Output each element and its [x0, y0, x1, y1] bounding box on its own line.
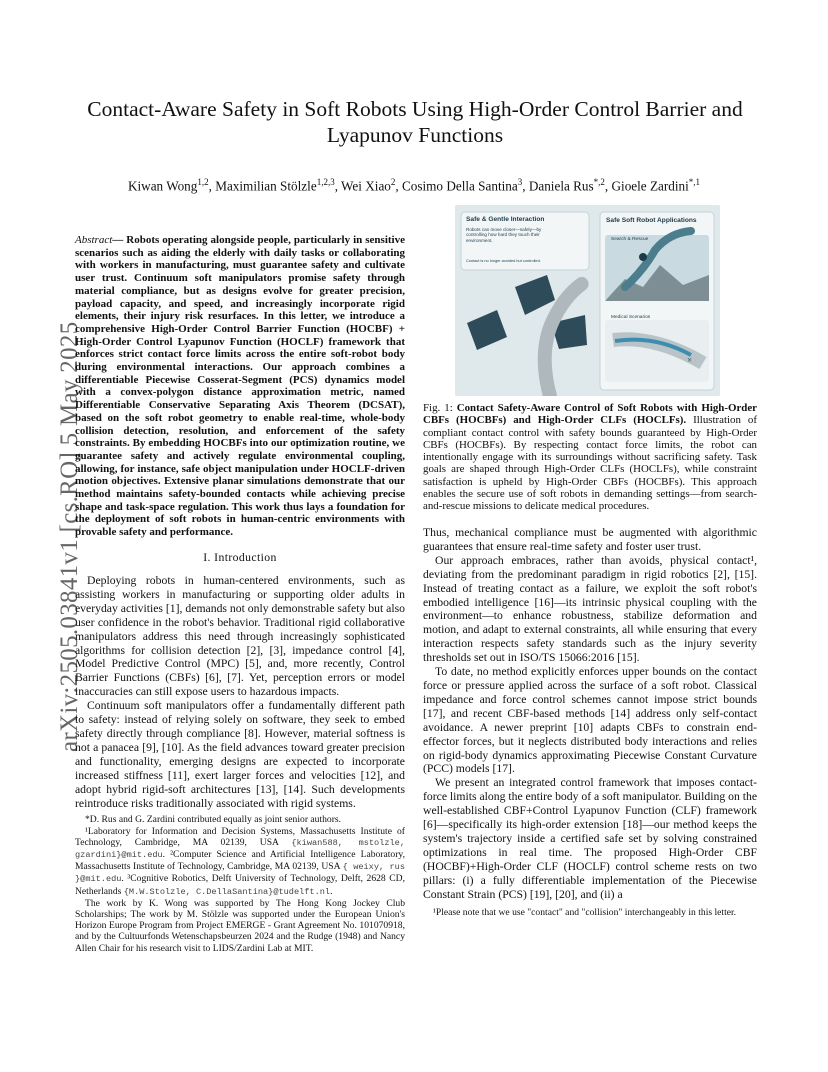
intro-left-column: [75, 574, 405, 954]
paragraph: We present an integrated control framework that imposes contact-force limits along the entire body of a soft manipulator. Building on the well-established CBF+Control Lyapunov Function (CLF) framework [6]—specifically its high-order extension [18]—our method keeps the system's trajectory inside a certified safe set by solving constrained optimizations in real time. The proposed High-Order CBF (HOCBF)+High-Order CLF (HOCLF) control scheme rests on two pillars: (i) a fully differentiable implementation of the Piecewise Constant Strain (PCS) [19], [20], and (ii) a: [423, 776, 758, 901]
caption-label: Fig. 1:: [423, 402, 453, 414]
abstract-body: — Robots operating alongside people, particularly in sensitive scenarios such as aiding the elderly with daily tasks or collaborating with workers in manufacturing, must guarantee safety and cultivate user trust. Continuum soft manipulators promise safety through material compliance, but as designs evolve for greater precision, payload capacity, and speed, and increasingly incorporate rigid elements, their injury risk resurfaces. In this letter, we introduce a comprehensive High-Order Control Barrier Function (HOCBF) + High-Order Control Lyapunov Function (HOCLF) framework that enforces strict contact force limits across the entire soft-robot body during environmental interactions. Our approach combines a differentiable Piecewise Cosserat-Segment (PCS) dynamics model with a convex-polygon distance approximation metric, named Differentiable Conservative Separating Axis Theorem (DCSAT), based on the soft robot geometry to enable real-time, whole-body collision detection, resolution, and enforcement of the safety constraints. By embedding HOCBFs into our optimization routine, we guarantee safety and actively regulate environmental coupling, allowing, for instance, safe object manipulation under HOCLF-driven motion objectives. Extensive planar simulations demonstrate that our method maintains safety-bounded contacts while achieving precise shape and task-space regulation. This work thus lays a foundation for the deployment of soft robots in human-centric environments with provable safety and performance.: [75, 234, 405, 539]
footnote-affiliations: ¹Laboratory for Information and Decision Systems, Massachusetts Institute of Technology, Cambridge, MA 02139, USA {kiwan588, mstolzle, gzardini}@mit.edu. ²Computer Science and Artificial Intelligence Laboratory, Massachusetts Institute of Technology, Cambridge, MA 02139, USA { weixy, rus }@mit.edu. ³Cognitive Robotics, Delft University of Technology, Delft, 2628 CD, Netherlands {M.W.Stolzle, C.DellaSantina}@tudelft.nl.: [75, 825, 406, 897]
affiliation-3: . ³Cognitive Robotics, Delft University of Technology, Delft, 2628 CD, Netherlands: [75, 873, 405, 897]
paper-title: Contact-Aware Safety in Soft Robots Using High-Order Control Barrier and Lyapunov Functions: [87, 97, 743, 147]
figure-1: [455, 205, 720, 396]
arxiv-side-stamp-wrapper: [18, 272, 83, 752]
author-list: Kiwan Wong$^{1,2}$, Maximilian Stölzle$^{1,2,3}$, Wei Xiao$^2$, Cosimo Della Santina$^3$, Daniela Rus$^{*,2}$, Gioele Zardini$^{*,1}$: [127, 177, 701, 194]
author-name: Wei Xiao: [341, 178, 391, 194]
figure-scene-top-label: Search & Rescue: [611, 237, 649, 242]
email-list-1: {kiwan588, mstolzle, gzardini}@mit.edu: [75, 837, 405, 861]
author-name: Cosimo Della Santina: [401, 178, 518, 194]
figure-panel-right-title: Safe Soft Robot Applications: [606, 217, 697, 224]
footnote-funding: The work by K. Wong was supported by The Hong Kong Jockey Club Scholarships; The work by M. Stölzle was supported under the European Union's Horizon Europe Program from Project EMERGE - Grant Agreement No. 101070918, and by the Cultuurfonds Wetenschapsbeurzen 2024 and the Rudge (1948) and Nancy Allen Chair for his research visit to LIDS/Zardini Lab at MIT.: [75, 897, 405, 954]
author-affil: *,1: [688, 177, 701, 187]
paragraph: To date, no method explicitly enforces upper bounds on the contact force or pressure applied across the surface of a soft robot. Classical impedance and force control schemes cannot impose strict bounds [17], and recent CBF-based methods [14] address only self-contact avoidance. A newer preprint [10] adapts CBFs to constrain end-effector forces, but it neglects distributed body interactions and relies on rigid-body dynamics approximating Piecewise Constant Curvature (PCC) models [17].: [423, 665, 757, 776]
abstract: [75, 234, 405, 539]
paragraph: Thus, mechanical compliance must be augmented with algorithmic guarantees that ensure real-time safety and foster user trust.: [423, 526, 757, 553]
caption-body: Illustration of compliant contact control with safety bounds guaranteed by High-Order CBFs (HOCBFs). By respecting contact force limits, the robot can intentionally engage with its surroundings without sacrificing safety. Task goals are shaped through High-Order CLFs (HOCLFs), while constraint satisfaction is upheld by High-Order CBFs (HOCBFs). This approach enables the secure use of soft robots in demanding settings—from search-and-rescue missions to delicate medical procedures.: [423, 414, 757, 513]
author-affil: 1,2: [197, 177, 209, 187]
email-list-2: { weixy, rus }@mit.edu: [75, 862, 406, 885]
author-affil: 1,2,3: [316, 177, 335, 187]
paragraph: Deploying robots in human-centered environments, such as assisting workers in manufacturing or supporting older adults in everyday activities [1], demands not only demonstrable safety but also user confidence in the robot's behavior. Traditional rigid collaborative manipulators address this need through increasingly sophisticated algorithms for collision detection [2], [3], impedance control [4], Model Predictive Control (MPC) [5], and, more recently, Control Barrier Functions (CBFs) [6], [7]. Yet, perception errors or model inaccuracies can still expose users to hazardous impacts.: [75, 574, 405, 699]
paragraph: Our approach embraces, rather than avoids, physical contact¹, deviating from the predominant paradigm in rigid robotics [2], [15]. Instead of treating contact as a failure, we exploit the soft robot's embodied intelligence [16]—its intrinsic physical coupling with the environment—to enhance robustness, stabilize deformation and motion, and adapt to external constraints, all while ensuring that every interaction respects safety standards such as the injury severity thresholds set out in ISO/TS 15066:2016 [15].: [423, 553, 757, 665]
svg-text:×: ×: [687, 355, 693, 365]
author-affil: 3: [517, 177, 523, 187]
affiliation-1: ¹Laboratory for Information and Decision Systems, Massachusetts Institute of Technology, Cambridge, MA 02139, USA: [75, 825, 405, 848]
affiliation-2: . ²Computer Science and Artificial Intelligence Laboratory, Massachusetts Institute of Technology, Cambridge, MA 02139, USA: [75, 849, 405, 873]
author-affil: 2: [390, 177, 396, 187]
footnotes: [75, 814, 405, 953]
abstract-lead: Abstract: [75, 234, 113, 246]
figure-scene-bottom-label: Medical Scenarios: [611, 315, 651, 320]
figure-caption: [423, 402, 757, 513]
figure-panel-left-note: Contact is no longer avoided but controlled.: [466, 258, 541, 263]
caption-title: Contact Safety-Aware Control of Soft Robots with High-Order CBFs (HOCBFs) and High-Order CLFs (HOCLFs).: [423, 402, 757, 427]
author-name: Daniela Rus: [528, 178, 594, 194]
figure-panel-left-title: Safe & Gentle Interaction: [466, 216, 545, 223]
author-name: Kiwan Wong: [127, 178, 198, 194]
arxiv-side-stamp: arXiv:2505.03841v1 [cs.RO] 5 May 2025: [56, 321, 83, 752]
footnote-equal: *D. Rus and G. Zardini contributed equally as joint senior authors.: [85, 814, 342, 826]
footnote-contact: ¹Please note that we use "contact" and "collision" interchangeably in this letter.: [433, 907, 737, 919]
paragraph: Continuum soft manipulators offer a fundamentally different path to safety: instead of relying solely on software, they seek to embed safety directly through compliance [8]. However, material softness is not a panacea [9], [10]. As the field advances toward greater precision and functionality, emerging designs are expected to incorporate increased stiffness [11], exert larger forces and velocities [12], and adopt hybrid rigid-soft architectures [13], [14]. Such developments reintroduce risks traditionally associated with rigid systems.: [75, 699, 405, 810]
author-affil: *,2: [593, 177, 605, 187]
section-heading: I. Introduction: [203, 551, 277, 564]
email-list-3: {M.W.Stolzle, C.DellaSantina}@tudelft.nl: [123, 886, 331, 897]
figure-panel-left-text: Robots can move closer—safely—by controlling how hard they touch their environment.: [466, 227, 542, 243]
author-name: Maximilian Stölzle: [215, 178, 317, 194]
author-name: Gioele Zardini: [611, 178, 689, 194]
intro-right-column: [423, 526, 757, 918]
